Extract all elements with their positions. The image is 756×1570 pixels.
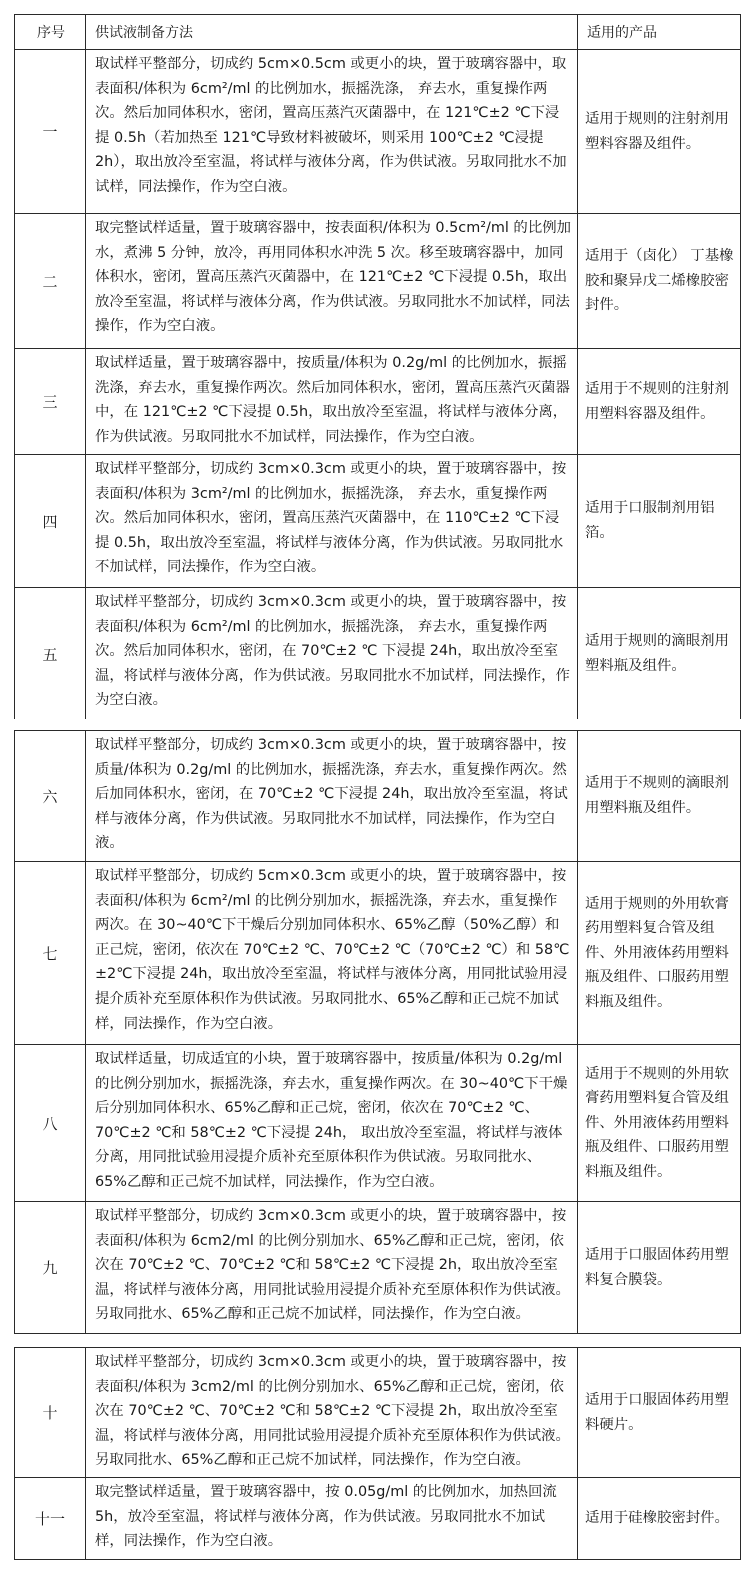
table-row — [15, 731, 741, 862]
row-product: 适用于口服固体药用塑料复合膜袋。 — [578, 1202, 741, 1334]
row-number: 十一 — [15, 1478, 86, 1560]
row-product: 适用于规则的注射剂用塑料容器及组件。 — [578, 50, 741, 214]
table-row — [15, 349, 741, 455]
row-method: 取试样平整部分，切成约 5cm×0.3cm 或更小的块，置于玻璃容器中，按表面积/体积为 6cm²/ml 的比例分别加水，振摇洗涤，弃去水，重复操作两次。在 30~40℃下干燥后分别加同体积水、65%乙醇（50%乙醇）和正己烷，密闭，依次在 70℃±2 ℃、70℃±2 ℃（70℃±2 ℃）和 58℃±2℃下浸提 24h，取出放冷至室温，将试样与液体分离，用同批试验用浸提介质补充至原体积作为供试液。另取同批水、65%乙醇和正己烷不加试样，同法操作，作为空白液。 — [86, 862, 578, 1045]
row-method: 取试样平整部分，切成约 5cm×0.5cm 或更小的块，置于玻璃容器中，取表面积/体积为 6cm²/ml 的比例加水，振摇洗涤， 弃去水，重复操作两次。然后加同体积水，密闭，置高压蒸汽灭菌器中，在 121℃±2 ℃下浸提 0.5h（若加热至 121℃导致材料被破坏，则采用 100℃±2 ℃浸提 2h），取出放冷至室温，将试样与液体分离，作为供试液。另取同批水不加试样，同法操作，作为空白液。 — [86, 50, 578, 214]
table-row — [15, 214, 741, 349]
row-number: 二 — [15, 214, 86, 349]
row-method: 取试样平整部分，切成约 3cm×0.3cm 或更小的块，置于玻璃容器中，按表面积/体积为 6cm2/ml 的比例分别加水、65%乙醇和正己烷，密闭，依次在 70℃±2 ℃、70℃±2 ℃和 58℃±2 ℃下浸提 2h，取出放冷至室温，将试样与液体分离，用同批试验用浸提介质补充至原体积作为供试液。另取同批水、65%乙醇和正己烷不加试样，同法操作，作为空白液。 — [86, 1202, 578, 1334]
table-row — [15, 1348, 741, 1478]
row-method: 取试样平整部分，切成约 3cm×0.3cm 或更小的块，置于玻璃容器中，按表面积/体积为 3cm²/ml 的比例加水，振摇洗涤， 弃去水，重复操作两次。然后加同体积水，密闭，置高压蒸汽灭菌器中，在 110℃±2 ℃下浸提 0.5h，取出放冷至室温，将试样与液体分离，作为供试液。另取同批水不加试样，同法操作，作为空白液。 — [86, 455, 578, 588]
row-method: 取完整试样适量，置于玻璃容器中，按 0.05g/ml 的比例加水，加热回流 5h，放冷至室温，将试样与液体分离，作为供试液。另取同批水不加试样，同法操作，作为空白液。 — [86, 1478, 578, 1560]
row-method: 取完整试样适量，置于玻璃容器中，按表面积/体积为 0.5cm²/ml 的比例加水，煮沸 5 分钟，放冷，再用同体积水冲洗 5 次。移至玻璃容器中，加同体积水，密闭，置高压蒸汽灭菌器中，在 121℃±2 ℃下浸提 0.5h，取出放冷至室温，将试样与液体分离，作为供试液。另取同批水不加试样，同法操作，作为空白液。 — [86, 214, 578, 349]
row-product: 适用于不规则的注射剂用塑料容器及组件。 — [578, 349, 741, 455]
header-no: 序号 — [15, 15, 86, 50]
row-product: 适用于不规则的滴眼剂用塑料瓶及组件。 — [578, 731, 741, 862]
row-number: 三 — [15, 349, 86, 455]
row-product: 适用于口服固体药用塑料硬片。 — [578, 1348, 741, 1478]
page-break — [0, 1334, 756, 1347]
table-row — [15, 455, 741, 588]
preparation-table — [14, 14, 741, 721]
row-number: 四 — [15, 455, 86, 588]
table-row — [15, 1045, 741, 1202]
table-row — [15, 862, 741, 1045]
row-product: 适用于（卤化） 丁基橡胶和聚异戊二烯橡胶密封件。 — [578, 214, 741, 349]
row-number: 九 — [15, 1202, 86, 1334]
row-product: 适用于规则的滴眼剂用塑料瓶及组件。 — [578, 588, 741, 721]
row-method: 取试样平整部分，切成约 3cm×0.3cm 或更小的块，置于玻璃容器中，按表面积/体积为 3cm2/ml 的比例分别加水、65%乙醇和正己烷，密闭，依次在 70℃±2 ℃、70℃±2 ℃和 58℃±2 ℃下浸提 2h，取出放冷至室温，将试样与液体分离，用同批试验用浸提介质补充至原体积作为供试液。另取同批水、65%乙醇和正己烷不加试样，同法操作，作为空白液。 — [86, 1348, 578, 1478]
row-product: 适用于规则的外用软膏药用塑料复合管及组件、外用液体药用塑料瓶及组件、口服药用塑料瓶及组件。 — [578, 862, 741, 1045]
row-number: 八 — [15, 1045, 86, 1202]
row-method: 取试样平整部分，切成约 3cm×0.3cm 或更小的块，置于玻璃容器中，按质量/体积为 0.2g/ml 的比例加水，振摇洗涤，弃去水，重复操作两次。然后加同体积水，密闭，在 70℃±2 ℃下浸提 24h，取出放冷至室温，将试样与液体分离，作为供试液。另取同批水不加试样，同法操作，作为空白液。 — [86, 731, 578, 862]
header-product: 适用的产品 — [578, 15, 741, 50]
row-number: 一 — [15, 50, 86, 214]
table-row — [15, 588, 741, 721]
table-row — [15, 1202, 741, 1334]
row-product: 适用于口服制剂用铝箔。 — [578, 455, 741, 588]
table-header-row — [15, 15, 741, 50]
header-method: 供试液制备方法 — [86, 15, 578, 50]
row-number: 五 — [15, 588, 86, 721]
table-row — [15, 1478, 741, 1560]
table-row — [15, 50, 741, 214]
row-product: 适用于不规则的外用软膏药用塑料复合管及组件、外用液体药用塑料瓶及组件、口服药用塑料瓶及组件。 — [578, 1045, 741, 1202]
row-method: 取试样适量，置于玻璃容器中，按质量/体积为 0.2g/ml 的比例加水，振摇洗涤，弃去水，重复操作两次。然后加同体积水，密闭，置高压蒸汽灭菌器中，在 121℃±2 ℃下浸提 0.5h，取出放冷至室温，将试样与液体分离，作为供试液。另取同批水不加试样，同法操作，作为空白液。 — [86, 349, 578, 455]
preparation-table-continued — [14, 730, 741, 1334]
row-method: 取试样平整部分，切成约 3cm×0.3cm 或更小的块，置于玻璃容器中，按表面积/体积为 6cm²/ml 的比例加水，振摇洗涤， 弃去水，重复操作两次。然后加同体积水，密闭，在 70℃±2 ℃ 下浸提 24h，取出放冷至室温，将试样与液体分离，作为供试液。另取同批水不加试样，同法操作，作为空白液。 — [86, 588, 578, 721]
row-number: 六 — [15, 731, 86, 862]
preparation-table-continued-2 — [14, 1347, 741, 1560]
row-number: 七 — [15, 862, 86, 1045]
row-method: 取试样适量，切成适宜的小块，置于玻璃容器中，按质量/体积为 0.2g/ml 的比例分别加水，振摇洗涤，弃去水，重复操作两次。在 30~40℃下干燥后分别加同体积水、65%乙醇和正己烷，密闭，依次在 70℃±2 ℃、70℃±2 ℃和 58℃±2 ℃下浸提 24h， 取出放冷至室温，将试样与液体分离，用同批试验用浸提介质补充至原体积作为供试液。另取同批水、65%乙醇和正己烷不加试样，同法操作，作为空白液。 — [86, 1045, 578, 1202]
row-product: 适用于硅橡胶密封件。 — [578, 1478, 741, 1560]
row-number: 十 — [15, 1348, 86, 1478]
page-break — [0, 719, 756, 730]
